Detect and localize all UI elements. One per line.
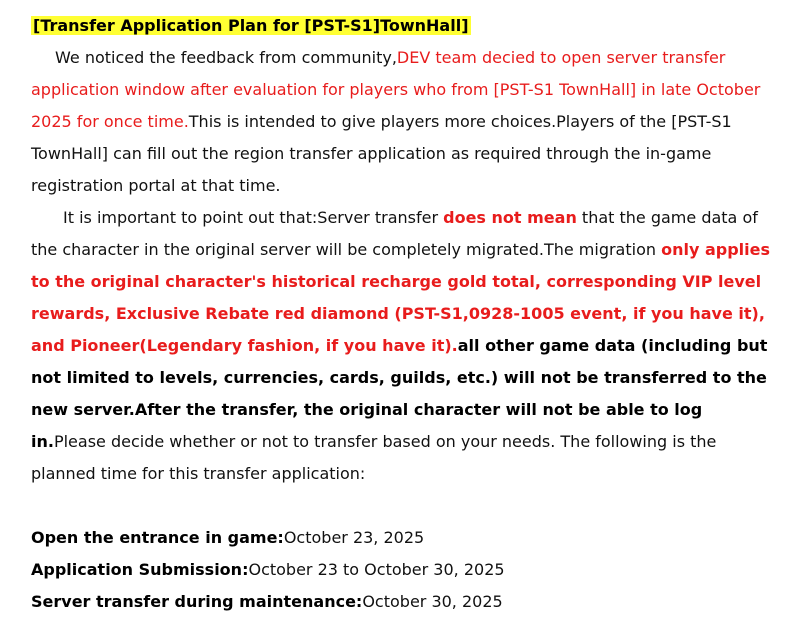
intro-rest-text: This is intended to give players more choices.Players of the [PST-S1 TownHall] can fill out the region transfer application as required through the in-game registration portal at that time. <box>31 112 732 195</box>
schedule-value: October 23 to October 30, 2025 <box>248 560 505 579</box>
paragraph-details <box>31 202 782 490</box>
schedule-row-entrance <box>31 522 782 554</box>
intro-text: We noticed the feedback from community, <box>55 48 397 67</box>
details-text-1: It is important to point out that:Server transfer <box>63 208 444 227</box>
schedule-label: Server transfer during maintenance: <box>31 592 363 611</box>
paragraph-intro <box>31 42 782 202</box>
details-bold-red-1: does not mean <box>443 208 577 227</box>
schedule-label: Open the entrance in game: <box>31 528 284 547</box>
schedule-row-maintenance <box>31 586 782 618</box>
schedule-row-submission <box>31 554 782 586</box>
details-text-2: that the game data of the character in the original server will be completely migrated.The migration <box>31 208 758 259</box>
schedule-value: October 23, 2025 <box>283 528 425 547</box>
schedule-label: Application Submission: <box>31 560 249 579</box>
details-text-3: Please decide whether or not to transfer based on your needs. The following is the planned time for this transfer application: <box>31 432 717 483</box>
schedule-value: October 30, 2025 <box>362 592 503 611</box>
announcement-title: [Transfer Application Plan for [PST-S1]TownHall] <box>33 16 469 35</box>
spacer <box>31 490 782 522</box>
title-line <box>31 12 782 40</box>
details-bold-black: all other game data (including but not limited to levels, currencies, cards, guilds, etc.) will not be transferred to the new server.After the transfer, the original character will not be able to log in. <box>31 336 768 451</box>
details-bold-red-2: only applies to the original character's historical recharge gold total, corresponding VIP level rewards, Exclusive Rebate red diamond (PST-S1,0928-1005 event, if you have it), and Pioneer(Legendary fashion, if you have it). <box>31 240 771 355</box>
intro-red-text: DEV team decied to open server transfer application window after evaluation for players who from [PST-S1 TownHall] in late October 2025 for once time. <box>31 48 761 131</box>
